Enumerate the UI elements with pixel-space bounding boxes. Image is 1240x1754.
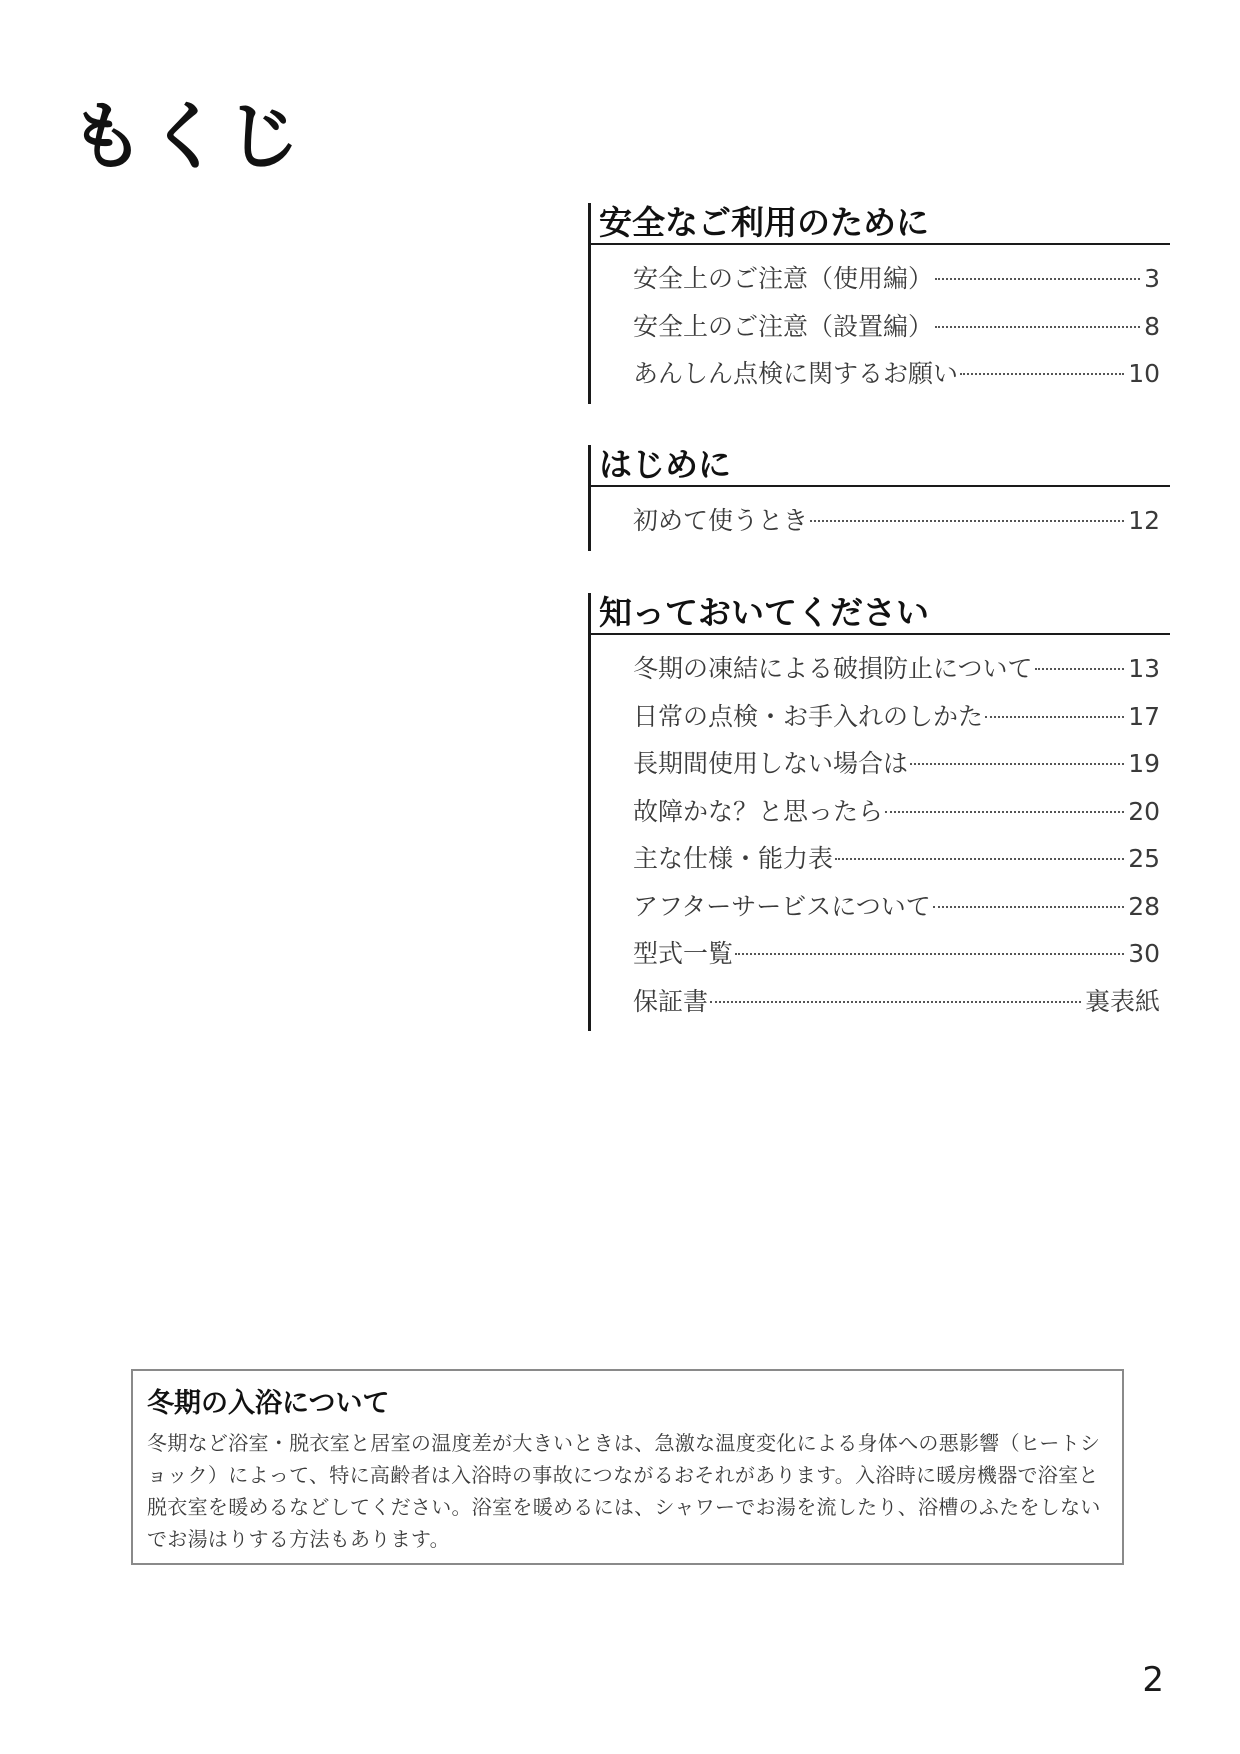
- toc-entry-page: 25: [1128, 844, 1160, 873]
- toc-entry[interactable]: [633, 978, 1160, 1026]
- dot-leader: [985, 716, 1124, 718]
- dot-leader: [885, 811, 1124, 813]
- toc-entry-page: 3: [1144, 264, 1160, 293]
- bathing-note-box: [131, 1369, 1124, 1565]
- section-entries: [588, 487, 1170, 551]
- toc-entry-title: 安全上のご注意（使用編）: [633, 264, 934, 293]
- toc-entry[interactable]: [633, 788, 1160, 836]
- toc-entry-title: 長期間使用しない場合は: [633, 749, 909, 778]
- section-entries: [588, 635, 1170, 1031]
- toc-entry[interactable]: [633, 835, 1160, 883]
- dot-leader: [810, 520, 1124, 522]
- section-entries: [588, 245, 1170, 404]
- dot-leader: [960, 373, 1124, 375]
- toc-entry-page: 12: [1128, 506, 1160, 535]
- dot-leader: [935, 278, 1140, 280]
- dot-leader: [910, 763, 1124, 765]
- dot-leader: [710, 1001, 1081, 1003]
- toc-entry-title: 冬期の凍結による破損防止について: [633, 654, 1033, 683]
- section-heading: はじめに: [588, 445, 1170, 487]
- note-body: 冬期など浴室・脱衣室と居室の温度差が大きいときは、急激な温度変化による身体への悪影響（ヒートショック）によって、特に高齢者は入浴時の事故につながるおそれがあります。入浴時に暖房機器で浴室と脱衣室を暖めるなどしてください。浴室を暖めるには、シャワーでお湯を流したり、浴槽のふたをしないでお湯はりする方法もあります。: [147, 1431, 1101, 1551]
- page-title: もくじ: [70, 94, 304, 180]
- toc-entry-title: 故障かな？と思ったら: [633, 796, 884, 826]
- toc-entry[interactable]: [633, 740, 1160, 788]
- toc-entry-page: 17: [1128, 701, 1160, 731]
- toc-entry-page: 8: [1144, 311, 1160, 341]
- toc-entry-page: 20: [1128, 796, 1160, 826]
- toc-entry-title: 安全上のご注意（設置編）: [633, 311, 934, 341]
- toc-section-good-to-know: [588, 593, 1170, 1031]
- toc-section-safety: [588, 203, 1170, 404]
- page-number: 2: [1142, 1660, 1164, 1700]
- dot-leader: [935, 326, 1140, 328]
- dot-leader: [835, 858, 1124, 860]
- toc-entry-title: あんしん点検に関するお願い: [633, 359, 959, 388]
- toc-entry[interactable]: [633, 645, 1160, 693]
- toc-entry-title: 型式一覧: [633, 939, 734, 968]
- toc-entry-page: 19: [1128, 749, 1160, 778]
- toc-entry-page: 30: [1128, 939, 1160, 968]
- toc-entry[interactable]: [633, 693, 1160, 741]
- toc-entry[interactable]: [633, 350, 1160, 398]
- toc-entry[interactable]: [633, 255, 1160, 303]
- toc-entry-title: 保証書: [633, 986, 709, 1016]
- toc-entry[interactable]: [633, 303, 1160, 351]
- toc-entry-title: アフターサービスについて: [633, 891, 931, 921]
- section-heading: 安全なご利用のために: [588, 203, 1170, 245]
- note-title: 冬期の入浴について: [147, 1388, 390, 1419]
- toc-section-introduction: [588, 445, 1170, 551]
- toc-entry-page: 28: [1128, 891, 1160, 921]
- dot-leader: [735, 953, 1124, 955]
- dot-leader: [1035, 668, 1125, 670]
- toc-entry[interactable]: [633, 883, 1160, 931]
- dot-leader: [933, 906, 1124, 908]
- toc-entry-title: 日常の点検・お手入れのしかた: [633, 701, 984, 731]
- toc-entry[interactable]: [633, 930, 1160, 978]
- section-heading: 知っておいてください: [588, 593, 1170, 635]
- toc-entry-title: 主な仕様・能力表: [633, 844, 834, 873]
- toc-entry-page: 10: [1128, 359, 1160, 388]
- toc-entry-page: 13: [1128, 654, 1160, 683]
- toc-entry[interactable]: [633, 497, 1160, 545]
- toc-entry-title: 初めて使うとき: [633, 506, 809, 535]
- toc-entry-page: 裏表紙: [1084, 986, 1160, 1016]
